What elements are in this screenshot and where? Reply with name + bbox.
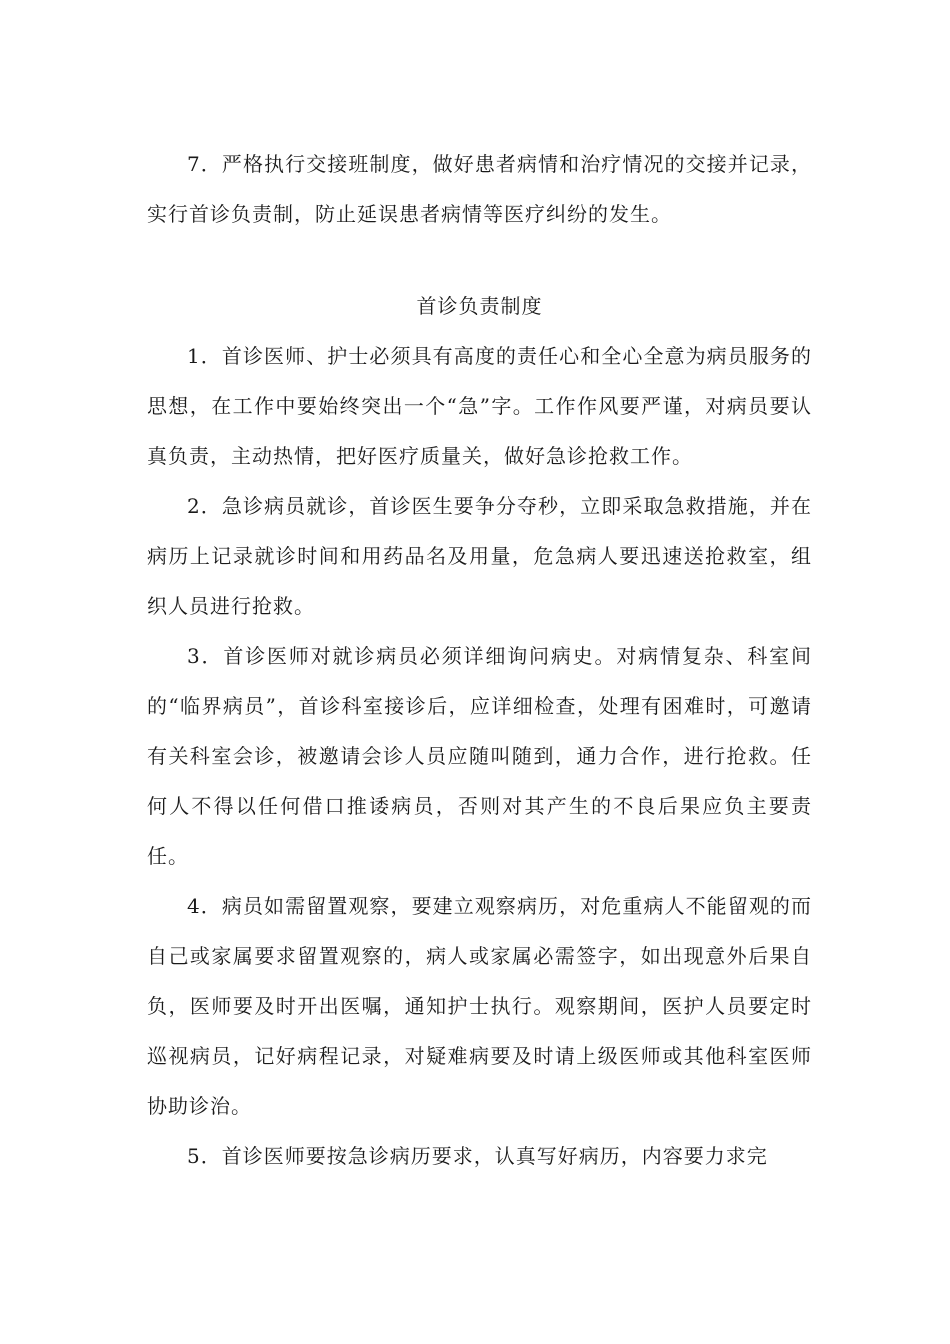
section-title: 首诊负责制度: [416, 294, 543, 318]
paragraph-item-2: 2．急诊病员就诊，首诊医生要争分夺秒，立即采取急救措施，并在病历上记录就诊时间和用药品名及用量，危急病人要迅速送抢救室，组织人员进行抢救。: [147, 494, 812, 618]
paragraph-item-5: 5．首诊医师要按急诊病历要求，认真写好病历，内容要力求完: [187, 1144, 768, 1168]
paragraph-item-4: 4．病员如需留置观察，要建立观察病历，对危重病人不能留观的而自己或家属要求留置观察的，病人或家属必需签字，如出现意外后果自负，医师要及时开出医嘱，通知护士执行。观察期间，医护人员要定时巡视病员，记好病程记录，对疑难病要及时请上级医师或其他科室医师协助诊治。: [147, 894, 812, 1118]
paragraph-item-1: 1．首诊医师、护士必须具有高度的责任心和全心全意为病员服务的思想，在工作中要始终突出一个“急”字。工作作风要严谨，对病员要认真负责，主动热情，把好医疗质量关，做好急诊抢救工作。: [147, 344, 812, 468]
paragraph-item-3: 3．首诊医师对就诊病员必须详细询问病史。对病情复杂、科室间的“临界病员”，首诊科室接诊后，应详细检查，处理有困难时，可邀请有关科室会诊，被邀请会诊人员应随叫随到，通力合作，进行抢救。任何人不得以任何借口推诿病员，否则对其产生的不良后果应负主要责任。: [147, 644, 812, 868]
document-body: [147, 139, 812, 1181]
paragraph-7: 7．严格执行交接班制度，做好患者病情和治疗情况的交接并记录，实行首诊负责制，防止延误患者病情等医疗纠纷的发生。: [147, 152, 812, 226]
